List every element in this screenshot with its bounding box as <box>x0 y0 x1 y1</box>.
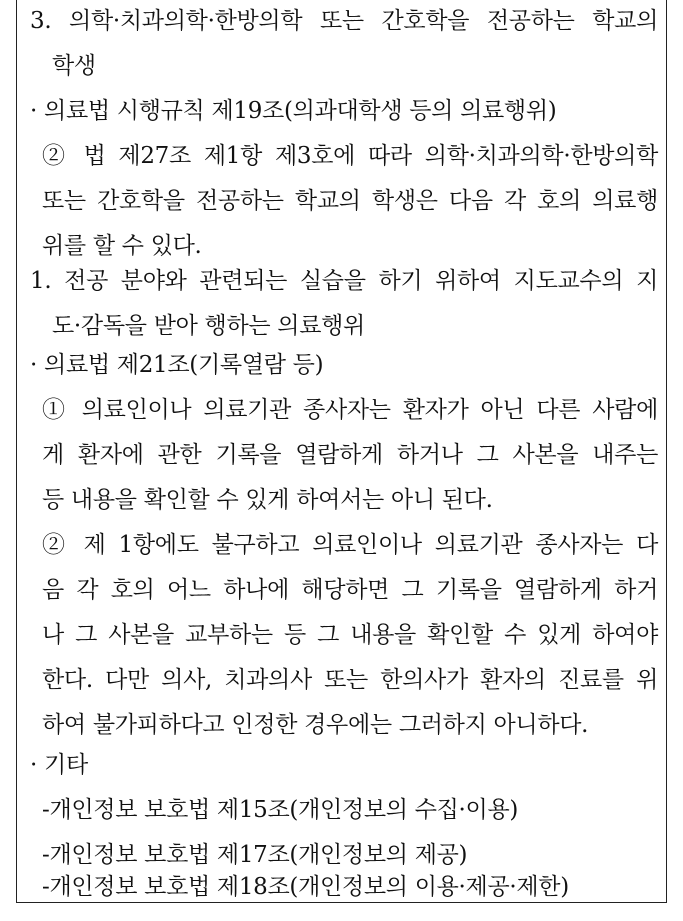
text-line-14: 음 각 호의 어느 하나에 해당하면 그 기록을 열람하게 하거 <box>42 577 658 603</box>
text-line-6: 위를 할 수 있다. <box>42 233 202 259</box>
text-line-20: -개인정보 보호법 제17조(개인정보의 제공) <box>42 842 468 868</box>
text-line-1: 3. 의학·치과의학·한방의학 또는 간호학을 전공하는 학교의 <box>30 8 658 34</box>
text-line-12: 등 내용을 확인할 수 있게 하여서는 아니 된다. <box>42 487 493 513</box>
text-line-8: 도·감독을 받아 행하는 의료행위 <box>52 313 365 339</box>
section-heading-medical-act-21: · 의료법 제21조(기록열람 등) <box>30 352 324 378</box>
section-heading-enforcement-rule-19: · 의료법 시행규칙 제19조(의과대학생 등의 의료행위) <box>30 98 557 124</box>
text-line-13: ② 제 1항에도 불구하고 의료인이나 의료기관 종사자는 다 <box>42 532 658 558</box>
section-heading-other: · 기타 <box>30 752 88 778</box>
text-line-21: -개인정보 보호법 제18조(개인정보의 이용·제공·제한) <box>42 874 569 900</box>
text-line-2: 학생 <box>52 53 96 79</box>
text-line-15: 나 그 사본을 교부하는 등 그 내용을 확인할 수 있게 하여야 <box>42 622 658 648</box>
text-line-11: 게 환자에 관한 기록을 열람하게 하거나 그 사본을 내주는 <box>42 442 658 468</box>
text-line-5: 또는 간호학을 전공하는 학교의 학생은 다음 각 호의 의료행 <box>42 188 658 214</box>
text-line-19: -개인정보 보호법 제15조(개인정보의 수집·이용) <box>42 797 519 823</box>
text-line-4: ② 법 제27조 제1항 제3호에 따라 의학·치과의학·한방의학 <box>42 143 658 169</box>
text-line-7: 1. 전공 분야와 관련되는 실습을 하기 위하여 지도교수의 지 <box>30 268 658 294</box>
text-line-16: 한다. 다만 의사, 치과의사 또는 한의사가 환자의 진료를 위 <box>42 667 658 693</box>
text-line-10: ① 의료인이나 의료기관 종사자는 환자가 아닌 다른 사람에 <box>42 397 658 423</box>
text-line-17: 하여 불가피하다고 인정한 경우에는 그러하지 아니하다. <box>42 712 589 738</box>
